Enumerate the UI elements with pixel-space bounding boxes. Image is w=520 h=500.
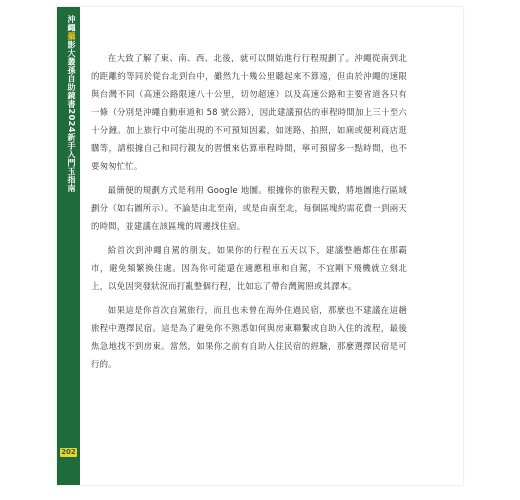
paragraph-3: 給首次到沖繩自駕的朋友，如果你的行程在五天以下，建議整趟都住在那霸市，避免頻繁換住處。因為你可能還在適應租車和自駕，不宜剛下飛機就立刻北上，以免因突發狀況而打亂整個行程，比如忘了帶台灣駕照或其譯本。 xyxy=(91,245,407,291)
book-title xyxy=(61,15,76,192)
paragraph-4: 如果這是你首次自駕旅行，而且也未曾在海外住過民宿，那麼也不建議在這趟旅程中選擇民宿。這是為了避免你不熟悉如何與房東聯繫或自助入住的流程，最後焦急地找不到房東。當然，如果你之前有自助入住民宿的經驗，那麼選擇民宿是可行的。 xyxy=(91,305,407,369)
book-subtitle: 2024新手入門玉指南 xyxy=(67,108,76,193)
chapter-sidebar xyxy=(57,7,80,485)
paragraph-1: 在大致了解了東、南、西、北後，就可以開始進行行程規劃了。沖繩從南到北的距離約等同於從台北到台中，雖然九十幾公里聽起來不算遠，但由於沖繩的速限與台灣不同（高速公路限速八十公里，切勿超速）以及高速公路和主要省道各只有一條（分別是沖繩自動車道和 58 號公路），因此建議預估的車程時間加上三十至六十分鐘。加上旅行中可能出現的不可預知因素，如迷路、拍照，如廁或便利商店逛購等，請根據自己和同行親友的習慣來估算車程時間，寧可預留多一點時間，也不要匆匆忙忙。 xyxy=(91,53,407,171)
book-title-part1: 沖繩 xyxy=(67,15,76,32)
paragraph-2: 最簡便的規劃方式是利用 Google 地圖。根據你的旅程天數，將地圖進行區域劃分（如右圖所示）。不論是由北至南，或是由南至北，每個區塊約需花費一到兩天的時間，並建議在該區塊的周邊找住宿。 xyxy=(91,185,407,231)
body-text xyxy=(91,49,407,379)
book-title-accent: 攝 xyxy=(67,32,76,41)
page-number: 202 xyxy=(61,448,76,456)
book-title-part2: 影大叢孫自助鏡書 xyxy=(67,40,76,109)
book-page xyxy=(57,7,463,485)
